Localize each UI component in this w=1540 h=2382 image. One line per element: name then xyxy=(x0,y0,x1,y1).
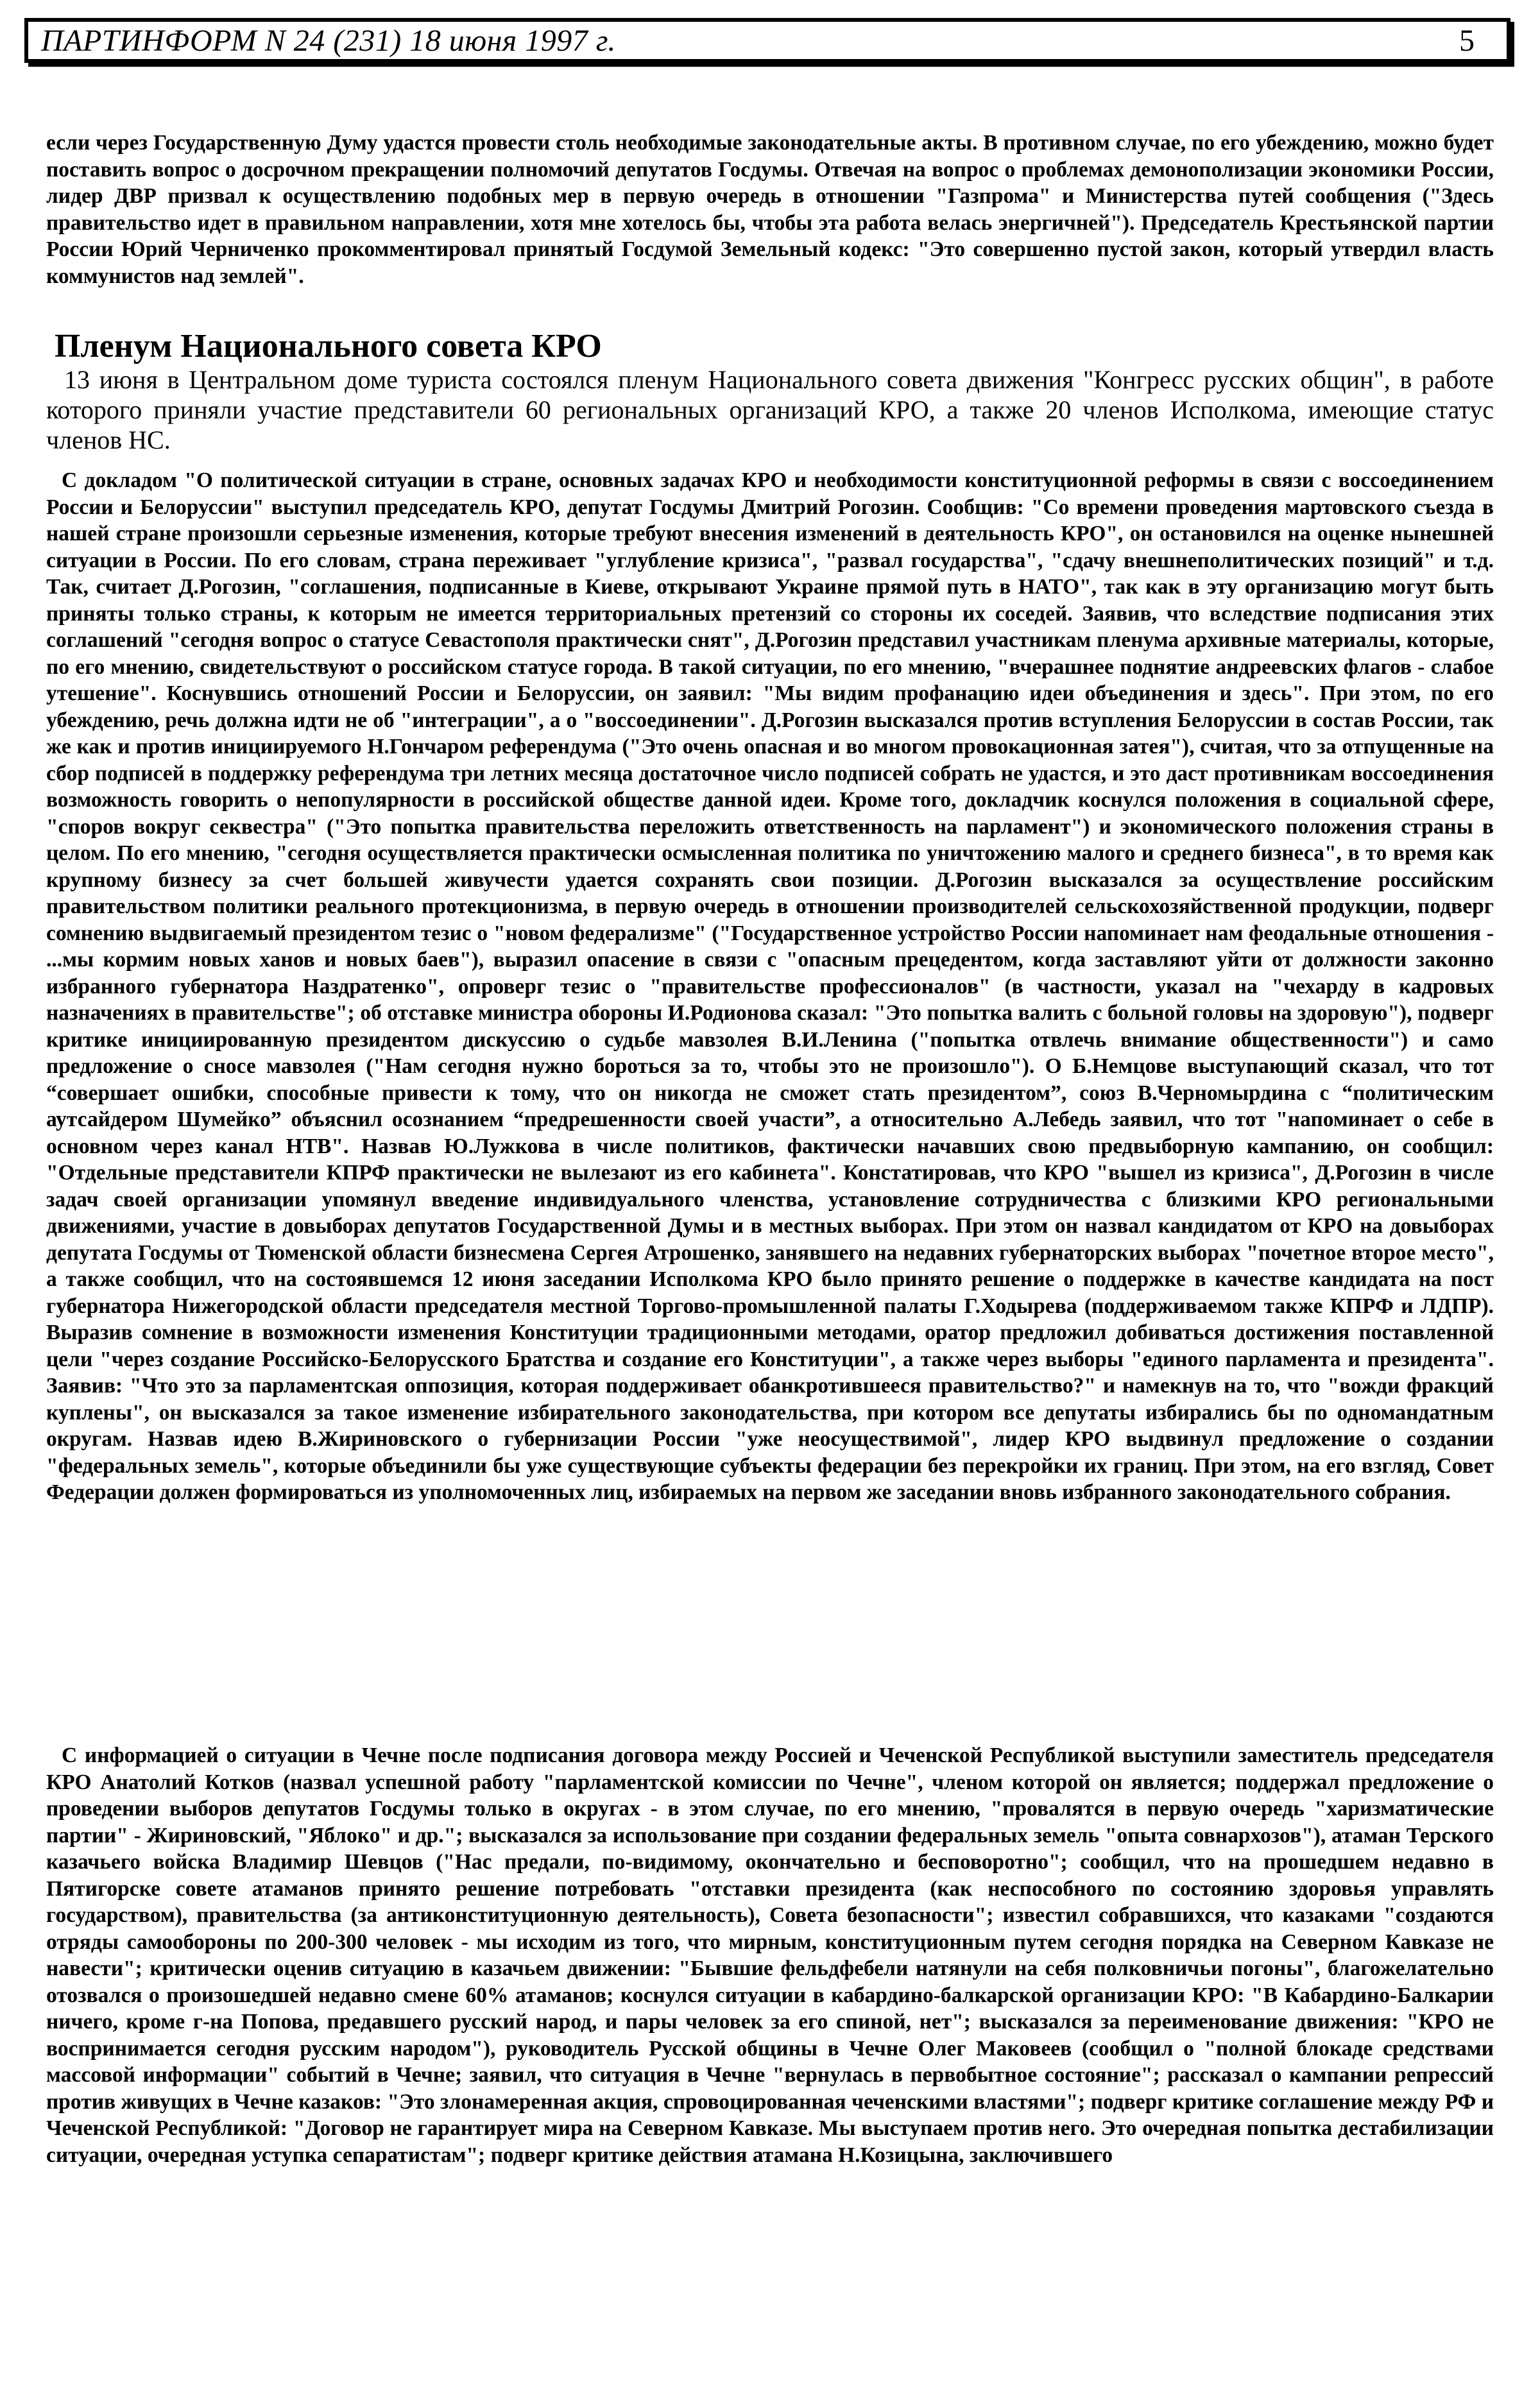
body-paragraph-chechnya: С информацией о ситуации в Чечне после подписания договора между Россией и Чеченской Республикой выступили заместитель председателя КРО Анатолий Котков (назвал успешной работу "парламентской комиссии по Чечне", членом которой он является; поддержал предложение о проведении выборов депутатов Госдумы только в округах - в этом случае, по его мнению, "провалятся в первую очередь "харизматические партии" - Жириновский, "Яблоко" и др."; высказался за использование при создании федеральных земель "опыта совнархозов"), атаман Терского казачьего войска Владимир Шевцов ("Нас предали, по-видимому, окончательно и бесповоротно"; сообщил, что на прошедшем недавно в Пятигорске совете атаманов принято решение потребовать "отставки президента (как неспособного по состоянию здоровья управлять государством), правительства (за антиконституционную деятельность), Совета безопасности"; известил собравшихся, что казаками "создаются отряды самообороны по 200-300 человек - мы исходим из того, что мирным, конституционным путем сегодня порядка на Северном Кавказе не навести"; критически оценив ситуацию в казачьем движении: "Бывшие фельдфебели натянули на себя полковничьи погоны", благожелательно отозвался о произошедшей недавно смене 60% атаманов; коснулся ситуации в кабардино-балкарской организации КРО: "В Кабардино-Балкарии ничего, кроме г-на Попова, предавшего русский народ, и пары человек за его спиной, нет"; высказался за переименование движения: "КРО не воспринимается сегодня русским народом"), руководитель Русской общины в Чечне Олег Маковеев (сообщил о "полной блокаде средствами массовой информации" событий в Чечне; заявил, что ситуация в Чечне "вернулась в первобытное состояние"; рассказал о кампании репрессий против живущих в Чечне казаков: "Это злонамеренная акция, спровоцированная чеченскими властями"; подверг критике соглашение между РФ и Чеченской Республикой: "Договор не гарантирует мира на Северном Кавказе. Мы выступаем против него. Это очередная попытка дестабилизации ситуации, очередная уступка сепаратистам"; подверг критике действия атамана Н.Козицына, заключившего xyxy=(46,1744,1494,2167)
section-heading: Пленум Национального совета КРО xyxy=(55,328,602,364)
publication-title: ПАРТИНФОРМ N 24 (231) 18 июня 1997 г. xyxy=(41,23,616,58)
intro-paragraph: если через Государственную Думу удастся провести столь необходимые законодательные акты. В противном случае, по его убеждению, можно будет поставить вопрос о досрочном прекращении полномочий депутатов Госдумы. Отвечая на вопрос о проблемах демонополизации экономики России, лидер ДВР призвал к осуществлению подобных мер в первую очередь в отношении "Газпрома" и Министерства путей сообщения ("Здесь правительство идет в правильном направлении, хотя мне хотелось бы, чтобы эта работа велась энергичней"). Председатель Крестьянской партии России Юрий Черниченко прокомментировал принятый Госдумой Земельный кодекс: "Это совершенно пустой закон, который утвердил власть коммунистов над землей". xyxy=(46,131,1494,288)
section-lead: 13 июня в Центральном доме туриста состоялся пленум Национального совета движения "Конгресс русских общин", в работе которого приняли участие представители 60 региональных организаций КРО, а также 20 членов Исполкома, имеющие статус членов НС. xyxy=(46,365,1494,454)
page-number: 5 xyxy=(1459,23,1475,58)
body-paragraph-report: С докладом "О политической ситуации в стране, основных задачах КРО и необходимости конституционной реформы в связи с воссоединением России и Белоруссии" выступил председатель КРО, депутат Госдумы Дмитрий Рогозин. Сообщив: "Со времени проведения мартовского съезда в нашей стране произошли серьезные изменения, которые требуют внесения изменений в деятельность КРО", он остановился на оценке нынешней ситуации в России. По его словам, страна переживает "углубление кризиса", "развал государства", "сдачу внешнеполитических позиций" и т.д. Так, считает Д.Рогозин, "соглашения, подписанные в Киеве, открывают Украине прямой путь в НАТО", так как в эту организацию могут быть приняты только страны, к которым не имеется территориальных претензий со стороны их соседей. Заявив, что вследствие подписания этих соглашений "сегодня вопрос о статусе Севастополя практически снят", Д.Рогозин представил участникам пленума архивные материалы, которые, по его мнению, свидетельствуют о российском статусе города. В такой ситуации, по его мнению, "вчерашнее поднятие андреевских флагов - слабое утешение". Коснувшись отношений России и Белоруссии, он заявил: "Мы видим профанацию идеи объединения и здесь". При этом, по его убеждению, речь должна идти не об "интеграции", а о "воссоединении". Д.Рогозин высказался против вступления Белоруссии в состав России, так же как и против инициируемого Н.Гончаром референдума ("Это очень опасная и во многом провокационная затея"), считая, что за отпущенные на сбор подписей в поддержку референдума три летних месяца достаточное число подписей собрать не удастся, и это даст противникам воссоединения возможность говорить о непопулярности в российской обществе данной идеи. Кроме того, докладчик коснулся положения в социальной сфере, "споров вокруг секвестра" ("Это попытка правительства переложить ответственность на парламент") и экономического положения страны в целом. По его мнению, "сегодня осуществляется практически осмысленная политика по уничтожению малого и среднего бизнеса", в то время как крупному бизнесу за счет большей живучести удается сохранять свои позиции. Д.Рогозин высказался за осуществление российским правительством политики реального протекционизма, в первую очередь в отношении производителей сельскохозяйственной продукции, подверг сомнению выдвигаемый президентом тезис о "новом федерализме" ("Государственное устройство России напоминает нам феодальные отношения - ...мы кормим новых ханов и новых баев"), выразил опасение в связи с "опасным прецедентом, когда заставляют уйти от должности законно избранного губернатора Наздратенко", опроверг тезис о "правительстве профессионалов" (в частности, указал на "чехарду в кадровых назначениях в правительстве"; об отставке министра обороны И.Родионова сказал: "Это попытка валить с больной головы на здоровую"), подверг критике инициированную президентом дискуссию о судьбе мавзолея В.И.Ленина ("попытка отвлечь внимание общественности") и само предложение о сносе мавзолея ("Нам сегодня нужно бороться за то, чтобы это не произошло"). О Б.Немцове выступающий сказал, что тот “совершает ошибки, способные привести к тому, что он никогда не сможет стать президентом”, союз В.Черномырдина с “политическим аутсайдером Шумейко” объяснил осознанием “предрешенности своей участи”, а относительно А.Лебедь заявил, что тот "напоминает о себе в основном через канал НТВ". Назвав Ю.Лужкова в числе политиков, фактически начавших свою предвыборную кампанию, он сообщил: "Отдельные представители КПРФ практически не вылезают из его кабинета". Констатировав, что КРО "вышел из кризиса", Д.Рогозин в числе задач своей организации упомянул введение индивидуального членства, установление сотрудничества с близкими КРО региональными движениями, участие в довыборах депутатов Государственной Думы и в местных выборах. При этом он назвал кандидатом от КРО на довыборах депутата Госдумы от Тюменской области бизнесмена Сергея Атрошенко, занявшего на недавних губернаторских выборах "почетное второе место", а также сообщил, что на состоявшемся 12 июня заседании Исполкома КРО было принято решение о поддержке в качестве кандидата на пост губернатора Нижегородской области председателя местной Торгово-промышленной палаты Г.Ходырева (поддерживаемом также КПРФ и ЛДПР). Выразив сомнение в возможности изменения Конституции традиционными методами, оратор предложил добиваться достижения поставленной цели "через создание Российско-Белорусского Братства и создание его Конституции", а также через выборы "единого парламента и президента". Заявив: "Что это за парламентская оппозиция, которая поддерживает обанкротившееся правительство?" и намекнув на то, что "вожди фракций куплены", он высказался за такое изменение избирательного законодательства, при котором все депутаты избирались бы по одномандатным округам. Назвав идею В.Жириновского о губернизации России "уже неосуществимой", лидер КРО выдвинул предложение о создании "федеральных земель", которые объединили бы уже существующие субъекты федерации без перекройки их границ. При этом, на его взгляд, Совет Федерации должен формироваться из уполномоченных лиц, избираемых на первом же заседании вновь избранного законодательного собрания. xyxy=(46,468,1494,1504)
page-header xyxy=(24,18,1510,63)
